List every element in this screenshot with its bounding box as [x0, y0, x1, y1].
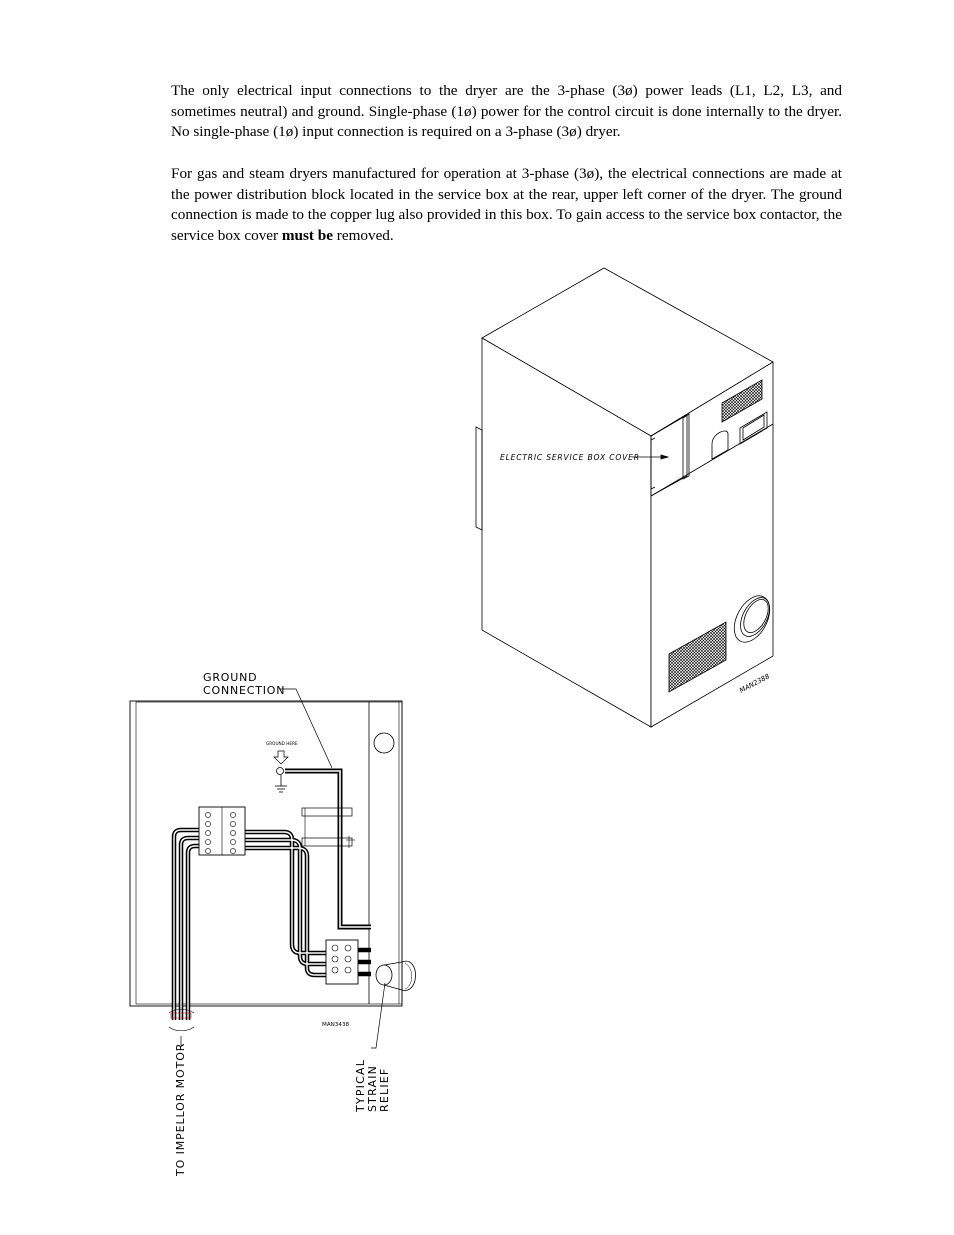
motor-label: TO IMPELLOR MOTOR — [174, 1042, 187, 1176]
box-drawing-id: MAN3438 — [322, 1022, 350, 1028]
relief-label-line2: STRAIN — [366, 1064, 379, 1112]
connections-text: For gas and steam dryers manufactured for operation at 3-phase (3ø), the electrical connections are made at the power distribution block located in the service box at the rear, upper left corner of the dryer. The ground connection is made to the copper lug also provided in this box. To gain access to the service box contactor, the service box cover — [171, 165, 842, 244]
ground-label-line1: GROUND — [203, 671, 258, 684]
intro-paragraph: The only electrical input connections to the dryer are the 3-phase (3ø) power leads (L1, L2, L3, and sometimes neutral) and ground. Single-phase (1ø) power for the control circuit is done internally to the dryer. No single-phase (1ø) input connection is required on a 3-phase (3ø) dryer. — [171, 82, 842, 141]
emphasis-text: must be — [281, 226, 333, 244]
dryer-illustration — [476, 268, 777, 727]
cover-label: ELECTRIC SERVICE BOX COVER — [500, 453, 640, 462]
relief-label-line3: RELIEF — [378, 1067, 391, 1112]
relief-label-line1: TYPICAL — [354, 1058, 367, 1112]
ground-here-label: GROUND HERE — [266, 741, 298, 746]
dryer-drawing-id: MAN2388 — [738, 672, 771, 695]
ground-label-line2: CONNECTION — [203, 684, 286, 697]
connections-text-end: removed. — [332, 226, 394, 244]
